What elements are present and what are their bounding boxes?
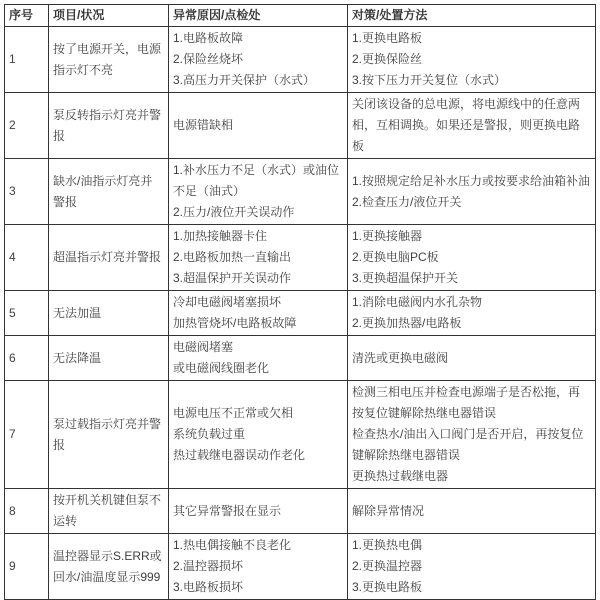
cell-cause-checkpoint — [169, 381, 348, 489]
cell-line: 1.电路板故障 — [173, 31, 244, 45]
cell-line: 检测三相电压并检查电源端子是否松拖，再按复位键解除热继电器错误 — [352, 385, 581, 420]
cell-line: 1.更换热电偶 — [352, 538, 423, 552]
header-cause-checkpoint: 异常原因/点检处 — [169, 5, 348, 27]
cell-remedy-method — [348, 27, 596, 93]
cell-line: 3.电路板损坏 — [173, 580, 244, 594]
table-row — [5, 489, 596, 534]
cell-remedy-method — [348, 93, 596, 159]
table-row — [5, 27, 596, 93]
cell-line: 2.压力/液位开关误动作 — [173, 205, 295, 219]
cell-cause-checkpoint — [169, 534, 348, 600]
header-index: 序号 — [5, 5, 49, 27]
cell-line: 关闭该设备的总电源，将电源线中的任意两相，互相调换。如果还是警报，则更换电路板 — [352, 97, 581, 153]
cell-line: 热过载继电器误动作老化 — [173, 448, 306, 462]
cell-line: 1.热电偶接触不良老化 — [173, 538, 292, 552]
cell-index: 8 — [5, 489, 49, 534]
cell-line: 清洗或更换电磁阀 — [352, 350, 449, 365]
cell-index: 5 — [5, 291, 49, 336]
troubleshooting-table — [4, 4, 596, 600]
cell-line: 电磁阀堵塞 — [173, 340, 234, 354]
cell-index: 7 — [5, 381, 49, 489]
cell-line: 3.高压力开关保护（水式） — [173, 73, 316, 87]
table-row — [5, 381, 596, 489]
cell-line: 1.按照规定给足补水压力或按要求给油箱补油 — [352, 173, 591, 188]
cell-item-status: 按了电源开关，电源指示灯不亮 — [49, 27, 169, 93]
cell-line: 3.更换电路板 — [352, 580, 423, 594]
cell-item-status: 温控器显示S.ERR或回水/油温度显示999 — [49, 534, 169, 600]
table-body — [5, 27, 596, 600]
cell-index: 3 — [5, 159, 49, 225]
cell-item-status: 缺水/油指示灯亮并警报 — [49, 159, 169, 225]
cell-cause-checkpoint — [169, 225, 348, 291]
cell-line: 2.更换温控器 — [352, 559, 423, 573]
cell-line: 2.更换加热器/电路板 — [352, 316, 462, 330]
table-row — [5, 336, 596, 381]
cell-line: 其它异常警报在显示 — [173, 503, 282, 518]
cell-line: 系统负载过重 — [173, 427, 246, 441]
cell-line: 1.更换电路板 — [352, 31, 423, 45]
cell-line: 2.温控器损坏 — [173, 559, 244, 573]
table-header-row — [5, 5, 596, 27]
cell-index: 6 — [5, 336, 49, 381]
cell-index: 1 — [5, 27, 49, 93]
cell-item-status: 超温指示灯亮并警报 — [49, 225, 169, 291]
cell-remedy-method — [348, 489, 596, 534]
cell-item-status: 按开机关机键但泵不运转 — [49, 489, 169, 534]
header-item-status: 项目/状况 — [49, 5, 169, 27]
cell-line: 2.电路板加热一直输出 — [173, 250, 292, 264]
cell-remedy-method — [348, 381, 596, 489]
cell-item-status: 泵过载指示灯亮并警报 — [49, 381, 169, 489]
cell-remedy-method — [348, 291, 596, 336]
cell-cause-checkpoint — [169, 336, 348, 381]
cell-line: 电源电压不正常或欠相 — [173, 406, 294, 420]
cell-line: 3.按下压力开关复位（水式） — [352, 73, 507, 87]
cell-item-status: 泵反转指示灯亮并警报 — [49, 93, 169, 159]
cell-line: 1.消除电磁阀内水孔杂物 — [352, 295, 483, 309]
cell-line: 2.检查压力/液位开关 — [352, 194, 462, 209]
cell-index: 9 — [5, 534, 49, 600]
cell-cause-checkpoint — [169, 489, 348, 534]
cell-line: 2.更换电脑PC板 — [352, 250, 439, 264]
cell-cause-checkpoint — [169, 93, 348, 159]
cell-index: 4 — [5, 225, 49, 291]
cell-remedy-method — [348, 225, 596, 291]
table-row — [5, 93, 596, 159]
cell-line: 3.更换超温保护开关 — [352, 271, 459, 285]
cell-line: 2.更换保险丝 — [352, 52, 423, 66]
cell-line: 1.更换接触器 — [352, 229, 423, 243]
table-row — [5, 159, 596, 225]
cell-remedy-method — [348, 534, 596, 600]
cell-line: 1.加热接触器卡住 — [173, 229, 268, 243]
cell-line: 或电磁阀线圈老化 — [173, 361, 270, 375]
cell-remedy-method — [348, 336, 596, 381]
cell-remedy-method — [348, 159, 596, 225]
cell-line: 3.超温保护开关误动作 — [173, 271, 292, 285]
cell-line: 加热管烧坏/电路板故障 — [173, 316, 297, 330]
cell-line: 解除异常情况 — [352, 503, 425, 518]
cell-cause-checkpoint — [169, 159, 348, 225]
cell-line: 更换热过载继电器 — [352, 469, 449, 483]
table-row — [5, 291, 596, 336]
table-row — [5, 534, 596, 600]
cell-item-status: 无法加温 — [49, 291, 169, 336]
cell-index: 2 — [5, 93, 49, 159]
cell-line: 1.补水压力不足（水式）或油位不足（油式） — [173, 163, 340, 198]
cell-cause-checkpoint — [169, 27, 348, 93]
cell-line: 冷却电磁阀堵塞损坏 — [173, 295, 282, 309]
cell-line: 电源错缺相 — [173, 118, 234, 132]
cell-line: 检查热水/油出入口阀门是否开启，再按复位键解除热继电器错误 — [352, 427, 584, 462]
cell-line: 2.保险丝烧坏 — [173, 52, 244, 66]
table-row — [5, 225, 596, 291]
header-remedy-method: 对策/处置方法 — [348, 5, 596, 27]
cell-cause-checkpoint — [169, 291, 348, 336]
cell-item-status: 无法降温 — [49, 336, 169, 381]
